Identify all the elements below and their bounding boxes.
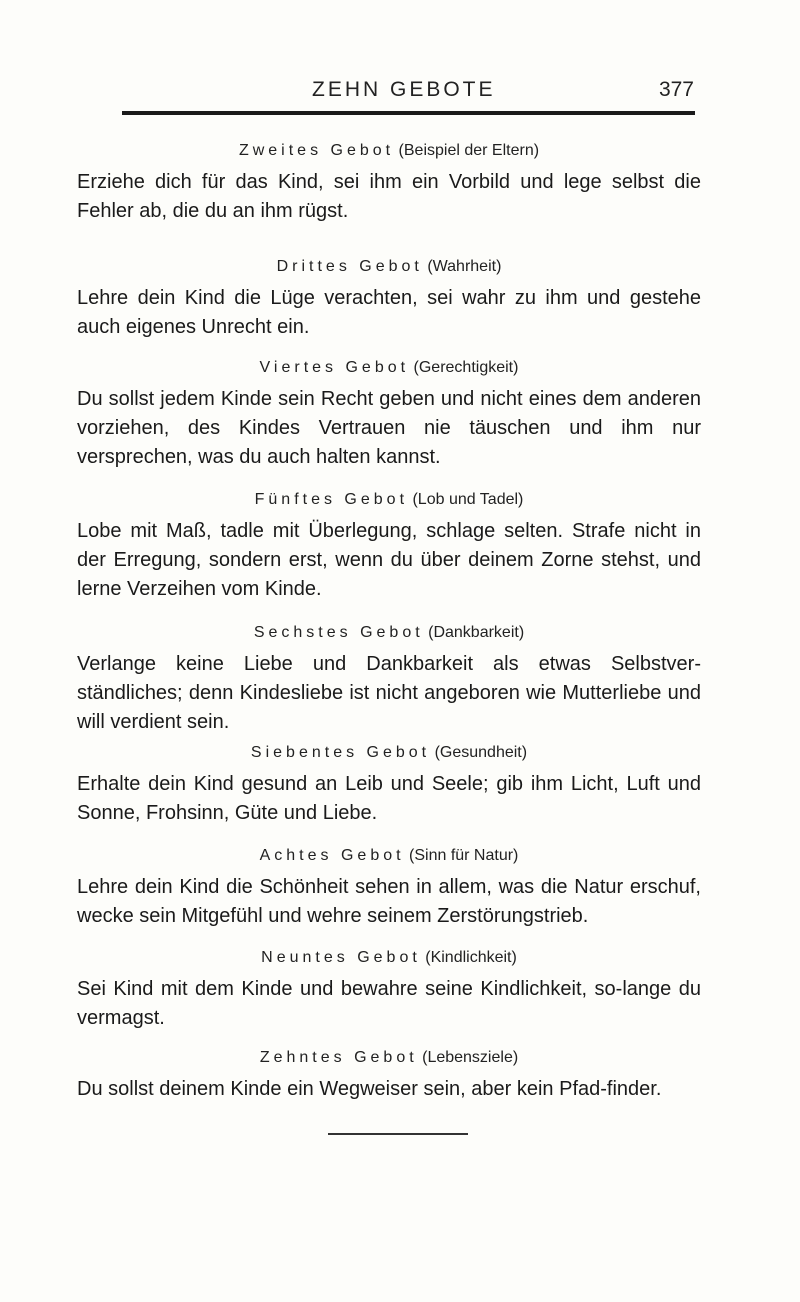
commandment-4 <box>77 357 701 472</box>
commandment-text: Lehre dein Kind die Schönheit sehen in allem, was die Natur erschuf, wecke sein Mitgefühl und wehre seinem Zerstörungstrieb. <box>77 876 701 927</box>
commandment-heading <box>77 622 701 644</box>
commandment-ordinal: Neuntes Gebot <box>261 949 421 966</box>
commandment-ordinal: Zweites Gebot <box>238 142 395 159</box>
commandment-topic: (Sinn für Natur) <box>409 847 519 864</box>
commandment-text: Lobe mit Maß, tadle mit Überlegung, schlage selten. Strafe nicht in der Erregung, sondern erst, wenn du über deinem Zorne stehst, und lerne Verzeihen vom Kinde. <box>77 520 701 600</box>
page-header <box>122 74 696 104</box>
commandment-10 <box>77 1047 701 1104</box>
commandment-ordinal: Drittes Gebot <box>276 258 423 275</box>
commandment-heading <box>77 742 701 764</box>
commandment-heading <box>77 489 701 511</box>
commandment-heading <box>77 947 701 969</box>
commandment-ordinal: Sechstes Gebot <box>253 624 424 641</box>
commandment-topic: (Kindlichkeit) <box>425 949 517 966</box>
commandment-topic: (Beispiel der Eltern) <box>398 142 540 159</box>
commandment-8 <box>77 845 701 931</box>
commandment-text: Du sollst jedem Kinde sein Recht geben und nicht eines dem anderen vorziehen, des Kindes Vertrauen nie täuschen und ihm nur versprechen, was du auch halten kannst. <box>77 388 701 468</box>
commandment-text: Erhalte dein Kind gesund an Leib und Seele; gib ihm Licht, Luft und Sonne, Frohsinn, Güte und Liebe. <box>77 773 701 824</box>
commandment-heading <box>77 1047 701 1069</box>
commandment-9 <box>77 947 701 1033</box>
commandment-heading <box>77 140 701 162</box>
commandment-topic: (Gesundheit) <box>434 744 528 761</box>
header-rule <box>122 111 695 115</box>
commandment-2 <box>77 140 701 226</box>
running-title: ZEHN GEBOTE <box>312 78 496 101</box>
commandment-text: Erziehe dich für das Kind, sei ihm ein Vorbild und lege selbst die Fehler ab, die du an ihm rügst. <box>77 171 701 222</box>
commandment-3 <box>77 256 701 342</box>
commandment-text: Verlange keine Liebe und Dankbarkeit als etwas Selbstver-ständliches; denn Kindesliebe ist nicht angeboren wie Mutterliebe und will verdient sein. <box>77 653 701 733</box>
commandment-text: Du sollst deinem Kinde ein Wegweiser sein, aber kein Pfad-finder. <box>77 1078 662 1100</box>
commandment-topic: (Lebensziele) <box>422 1049 519 1066</box>
commandment-topic: (Gerechtigkeit) <box>413 359 519 376</box>
commandment-5 <box>77 489 701 604</box>
commandment-ordinal: Fünftes Gebot <box>254 491 409 508</box>
commandment-heading <box>77 845 701 867</box>
commandment-topic: (Lob und Tadel) <box>412 491 524 508</box>
end-rule <box>328 1133 468 1135</box>
commandment-ordinal: Achtes Gebot <box>259 847 405 864</box>
commandment-ordinal: Siebentes Gebot <box>250 744 431 761</box>
commandment-heading <box>77 256 701 278</box>
commandment-7 <box>77 742 701 828</box>
commandment-text: Lehre dein Kind die Lüge verachten, sei wahr zu ihm und gestehe auch eigenes Unrecht ein. <box>77 287 701 338</box>
commandment-ordinal: Zehntes Gebot <box>259 1049 418 1066</box>
commandment-ordinal: Viertes Gebot <box>259 359 410 376</box>
page-number: 377 <box>658 78 694 101</box>
commandment-6 <box>77 622 701 737</box>
commandment-topic: (Wahrheit) <box>427 258 502 275</box>
commandment-text: Sei Kind mit dem Kinde und bewahre seine Kindlichkeit, so-lange du vermagst. <box>77 978 701 1029</box>
commandment-topic: (Dankbarkeit) <box>428 624 525 641</box>
commandment-heading <box>77 357 701 379</box>
